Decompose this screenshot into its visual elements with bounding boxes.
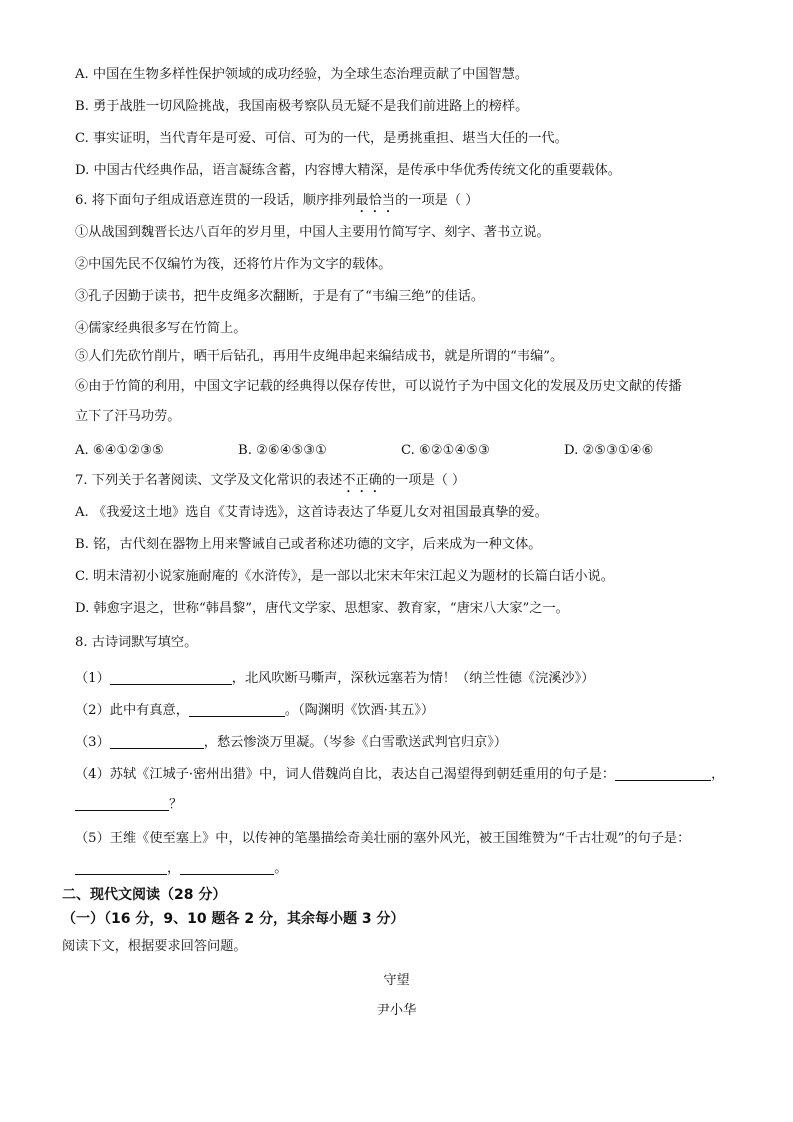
q6-option-c: C. ⑥②①④⑤③	[401, 443, 490, 458]
q7-stem: 7. 下列关于名著阅读、文学及文化常识的表述不正确的一项是（ ）	[75, 473, 466, 488]
answer-blank[interactable]	[75, 860, 167, 875]
q5-option-c: C. 事实证明，当代青年是可爱、可信、可为的一代，是勇挑重担、堪当大任的一代。	[75, 131, 568, 146]
q6-sentence-1: ①从战国到魏晋长达八百年的岁月里，中国人主要用竹简写字、刻字、著书立说。	[75, 225, 550, 240]
q8-stem: 8. 古诗词默写填空。	[75, 635, 198, 650]
q6-sentence-6-cont: 立下了汗马功劳。	[75, 409, 181, 424]
passage-author: 尹小华	[376, 1003, 417, 1018]
q8-item-2: （2）此中有真意， 。（陶渊明《饮酒·其五》）	[75, 703, 435, 718]
q6-option-b: B. ②⑥④⑤③①	[238, 443, 328, 458]
q5-option-a: A. 中国在生物多样性保护领域的成功经验，为全球生态治理贡献了中国智慧。	[75, 67, 529, 82]
reading-instruction: 阅读下文，根据要求回答问题。	[62, 939, 247, 954]
q6-sentence-2: ②中国先民不仅编竹为筏，还将竹片作为文字的载体。	[75, 257, 392, 272]
q7-option-c: C. 明末清初小说家施耐庵的《水浒传》，是一部以北宋末年宋江起义为题材的长篇白话小说。	[75, 569, 614, 584]
answer-blank[interactable]	[615, 766, 711, 781]
q6-sentence-3: ③孔子因勤于读书，把牛皮绳多次翻断，于是有了“韦编三绝”的佳话。	[75, 289, 485, 304]
q8-item-3: （3） ，愁云惨淡万里凝。（岑参《白雪歌送武判官归京》）	[75, 735, 508, 750]
answer-blank[interactable]	[110, 734, 204, 749]
q8-item-5: （5）王维《使至塞上》中，以传神的笔墨描绘奇美壮丽的塞外风光，被王国维赞为“千古壮观”的句子是：	[75, 831, 691, 846]
q5-option-d: D. 中国古代经典作品，语言凝练含蓄，内容博大精深，是传承中华优秀传统文化的重要载体。	[75, 163, 621, 178]
q7-option-d: D. 韩愈字退之，世称“韩昌黎”，唐代文学家、思想家、教育家，“唐宋八大家”之一。	[75, 601, 569, 616]
answer-blank[interactable]	[110, 670, 232, 685]
q8-item-1: （1） ，北风吹断马嘶声，深秋远塞若为情！（纳兰性德《浣溪沙》）	[75, 671, 595, 686]
q6-options	[75, 442, 733, 460]
q7-option-b: B. 铭，古代刻在器物上用来警诫自己或者称述功德的文字，后来成为一种文体。	[75, 537, 542, 552]
answer-blank[interactable]	[75, 796, 169, 811]
section-heading: 二、现代文阅读（28 分）	[62, 887, 227, 903]
q6-stem: 6. 将下面句子组成语意连贯的一段话，顺序排列最恰当的一项是（ ）	[75, 193, 479, 208]
answer-blank[interactable]	[189, 702, 285, 717]
passage-title: 守望	[383, 973, 410, 988]
q8-item-5-cont: ， 。	[75, 860, 733, 878]
q6-sentence-4: ④儒家经典很多写在竹简上。	[75, 321, 247, 336]
q8-item-4-cont: ？	[75, 796, 733, 814]
q8-item-4: （4）苏轼《江城子·密州出猎》中，词人借魏尚自比，表达自己渴望得到朝廷重用的句子是： ，	[75, 767, 725, 782]
q6-sentence-5: ⑤人们先砍竹削片，晒干后钻孔，再用牛皮绳串起来编结成书，就是所谓的“韦编”。	[75, 349, 564, 364]
q7-option-a: A. 《我爱这土地》选自《艾青诗选》，这首诗表达了华夏儿女对祖国最真挚的爱。	[75, 505, 548, 520]
q5-option-b: B. 勇于战胜一切风险挑战，我国南极考察队员无疑不是我们前进路上的榜样。	[75, 99, 529, 114]
q6-option-a: A. ⑥④①②③⑤	[75, 443, 164, 458]
q6-option-d: D. ②⑤③①④⑥	[564, 443, 654, 458]
subsection-heading: （一）（16 分，9、10 题各 2 分，其余每小题 3 分）	[62, 911, 405, 927]
q6-sentence-6: ⑥由于竹简的利用，中国文字记载的经典得以保存传世，可以说竹子为中国文化的发展及历史文献的传播	[75, 379, 682, 394]
answer-blank[interactable]	[180, 860, 274, 875]
